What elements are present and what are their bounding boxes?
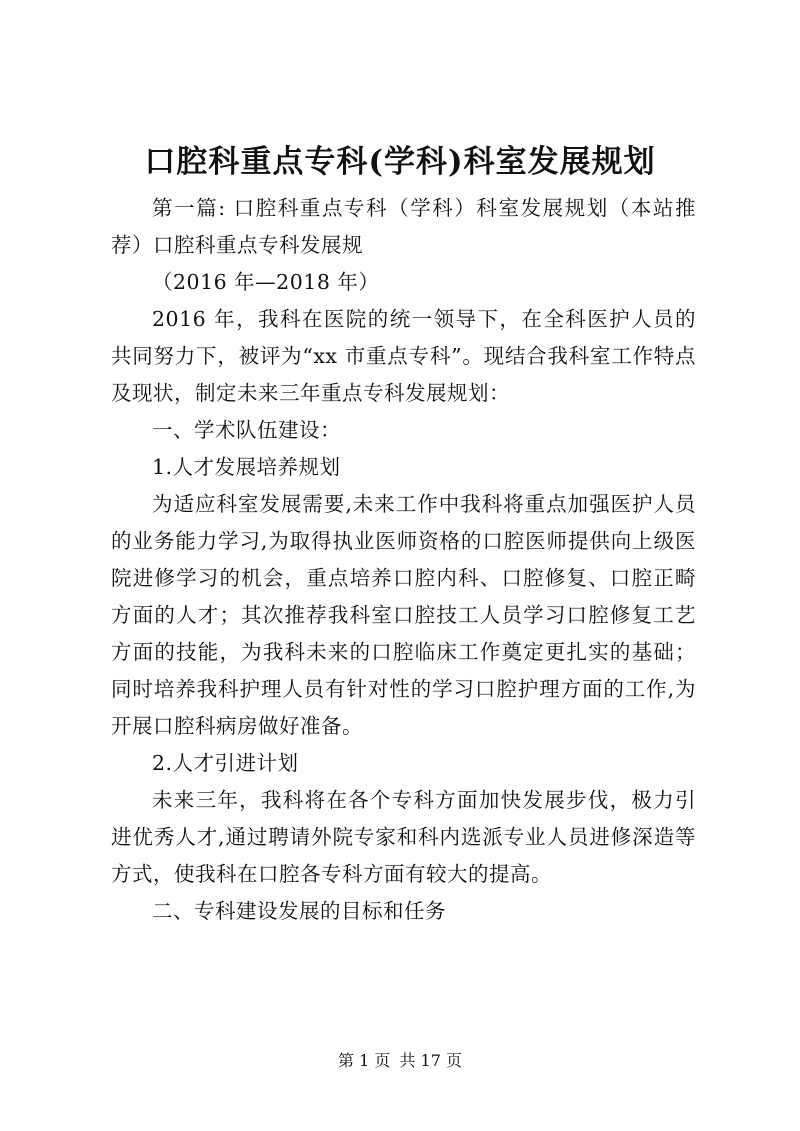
- section-heading-academic-team: 一、学术队伍建设：: [152, 418, 341, 442]
- page-number: 第 1 页: [338, 1051, 391, 1070]
- paragraph-heading-intro: 第一篇: 口腔科重点专科（学科）科室发展规划（本站推荐）口腔科重点专科发展规: [111, 196, 696, 257]
- document-title: 口腔科重点专科(学科)科室发展规划: [144, 144, 656, 180]
- paragraph-date-range: （2016 年—2018 年）: [152, 270, 380, 294]
- subsection-heading-talent-recruitment: 2.人才引进计划: [152, 751, 299, 775]
- page-footer: [0, 1050, 800, 1072]
- document-body: [111, 190, 696, 930]
- subsection-heading-talent-training: 1.人才发展培养规划: [152, 455, 341, 479]
- paragraph-talent-recruitment: 未来三年，我科将在各个专科方面加快发展步伐，极力引进优秀人才,通过聘请外院专家和科内选派专业人员进修深造等方式，使我科在口腔各专科方面有较大的提高。: [111, 788, 696, 886]
- section-heading-goals: 二、专科建设发展的目标和任务: [152, 899, 446, 923]
- paragraph-overview: 2016 年，我科在医院的统一领导下，在全科医护人员的共同努力下，被评为“xx 市重点专科”。现结合我科室工作特点及现状，制定未来三年重点专科发展规划：: [111, 307, 696, 405]
- page-total: 共 17 页: [399, 1051, 462, 1070]
- paragraph-talent-training: 为适应科室发展需要,未来工作中我科将重点加强医护人员的业务能力学习,为取得执业医师资格的口腔医师提供向上级医院进修学习的机会，重点培养口腔内科、口腔修复、口腔正畸方面的人才；其次推荐我科室口腔技工人员学习口腔修复工艺方面的技能，为我科未来的口腔临床工作奠定更扎实的基础；同时培养我科护理人员有针对性的学习口腔护理方面的工作,为开展口腔科病房做好准备。: [111, 492, 696, 738]
